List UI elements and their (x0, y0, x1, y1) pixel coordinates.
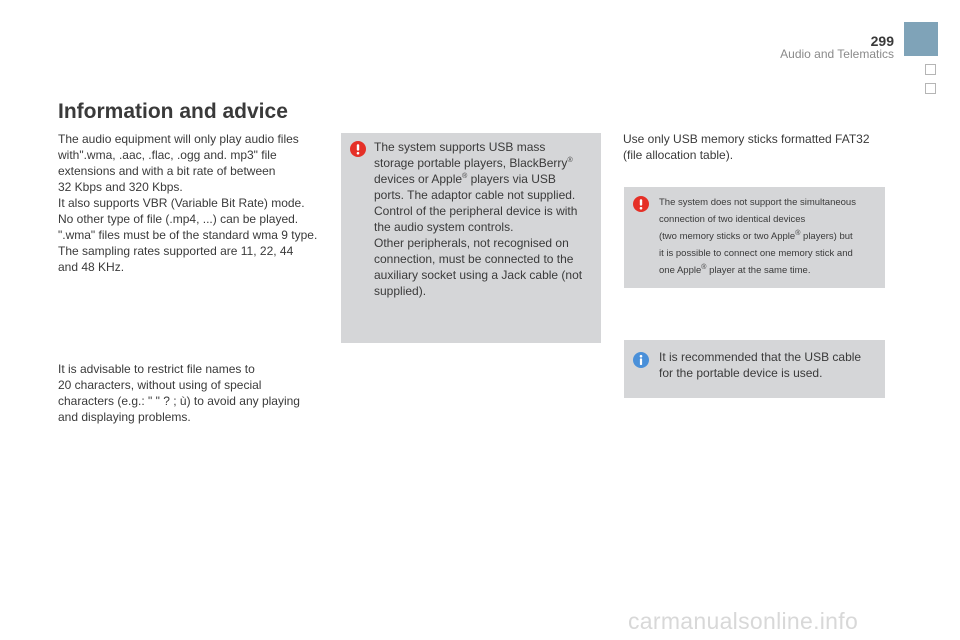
text-line: ports. The adaptor cable not supplied. (374, 188, 576, 202)
section-title: Audio and Telematics (780, 47, 894, 61)
text-line: The system does not support the simultaneous (659, 197, 856, 208)
text-line: Other peripherals, not recognised on (374, 236, 569, 250)
text-line: one Apple® player at the same time. (659, 263, 811, 276)
fat32-paragraph (623, 131, 870, 163)
text-line: supplied). (374, 284, 427, 298)
text-line: Control of the peripheral device is with (374, 204, 578, 218)
text-line: with".wma, .aac, .flac, .ogg and. mp3" file (58, 148, 277, 162)
text-line: connection of two identical devices (659, 214, 806, 225)
warning-icon (633, 196, 649, 212)
text-line: ".wma" files must be of the standard wma 9 type. (58, 228, 318, 242)
text-line: It is recommended that the USB cable (659, 350, 862, 364)
text-line: extensions and with a bit rate of between (58, 164, 276, 178)
text-line: The system supports USB mass (374, 140, 546, 154)
watermark: carmanualsonline.info (628, 608, 859, 634)
text-line: 32 Kbps and 320 Kbps. (58, 180, 183, 194)
text-line: devices or Apple® players via USB (374, 172, 556, 186)
text-line: Use only USB memory sticks formatted FAT32 (623, 132, 870, 146)
text-line: storage portable players, BlackBerry® (374, 156, 573, 170)
text-line: The sampling rates supported are 11, 22, 44 (58, 244, 294, 258)
text-line: connection, must be connected to the (374, 252, 574, 266)
page-number: 299 (870, 33, 894, 49)
text-line: it is possible to connect one memory stick and (659, 248, 853, 259)
nav-marker (925, 64, 936, 75)
text-line: characters (e.g.: " " ? ; ù) to avoid any playing (58, 394, 300, 408)
file-names-paragraph (58, 361, 300, 425)
section-tab[interactable] (904, 22, 938, 56)
text-line: (file allocation table). (623, 148, 734, 162)
text-line: and displaying problems. (58, 410, 191, 424)
text-line: auxiliary socket using a Jack cable (not (374, 268, 583, 282)
nav-marker (925, 83, 936, 94)
info-icon (633, 352, 649, 368)
warning-icon (350, 141, 366, 157)
identical-devices-warning-text (659, 194, 856, 279)
text-line: (two memory sticks or two Apple® players) but (659, 229, 853, 242)
text-line: No other type of file (.mp4, ...) can be played. (58, 212, 299, 226)
usb-cable-info-text (659, 349, 861, 381)
text-line: and 48 KHz. (58, 260, 125, 274)
text-line: 20 characters, without using of special (58, 378, 262, 392)
usb-warning-text (374, 139, 582, 299)
text-line: The audio equipment will only play audio files (58, 132, 299, 146)
page-title: Information and advice (58, 100, 288, 123)
text-line: the audio system controls. (374, 220, 514, 234)
text-line: It is advisable to restrict file names to (58, 362, 255, 376)
audio-formats-paragraph (58, 131, 317, 275)
text-line: for the portable device is used. (659, 366, 823, 380)
text-line: It also supports VBR (Variable Bit Rate) mode. (58, 196, 305, 210)
